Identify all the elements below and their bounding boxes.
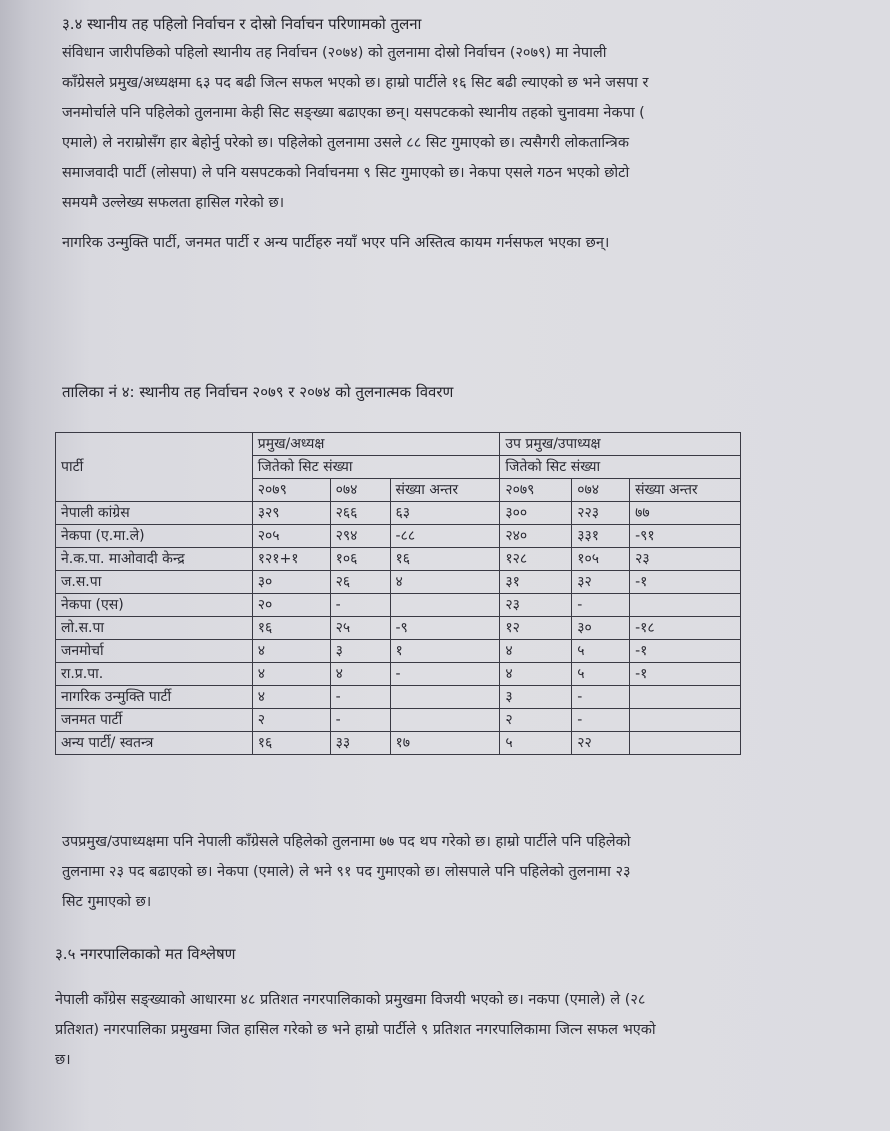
value-cell: २३ bbox=[500, 594, 572, 617]
table-row bbox=[56, 709, 741, 732]
value-cell: १६ bbox=[252, 617, 330, 640]
paragraph-line: नागरिक उन्मुक्ति पार्टी, जनमत पार्टी र अन्य पार्टीहरु नयाँ भएर पनि अस्तित्व कायम गर्नसफल भएका छन्। bbox=[62, 235, 610, 251]
column-header: संख्या अन्तर bbox=[390, 479, 500, 502]
table-row bbox=[56, 640, 741, 663]
paragraph-line: समयमै उल्लेख्य सफलता हासिल गरेको छ। bbox=[62, 195, 285, 211]
value-cell: -१ bbox=[630, 640, 741, 663]
party-name-cell: नेपाली कांग्रेस bbox=[56, 502, 253, 525]
table-row bbox=[56, 732, 741, 755]
value-cell: -९१ bbox=[630, 525, 741, 548]
value-cell: ३०० bbox=[500, 502, 572, 525]
value-cell: ४ bbox=[500, 640, 572, 663]
value-cell: -१ bbox=[630, 663, 741, 686]
party-name-cell: ने.क.पा. माओवादी केन्द्र bbox=[56, 548, 253, 571]
value-cell: ३० bbox=[252, 571, 330, 594]
paragraph-line: छ। bbox=[55, 1052, 71, 1068]
value-cell: ४ bbox=[252, 663, 330, 686]
value-cell: ५ bbox=[572, 663, 630, 686]
table-row bbox=[56, 686, 741, 709]
value-cell: -१ bbox=[630, 571, 741, 594]
table-row bbox=[56, 663, 741, 686]
column-header: २०७९ bbox=[252, 479, 330, 502]
value-cell: - bbox=[572, 709, 630, 732]
party-name-cell: ज.स.पा bbox=[56, 571, 253, 594]
column-header: संख्या अन्तर bbox=[630, 479, 741, 502]
value-cell: २ bbox=[252, 709, 330, 732]
value-cell: २ bbox=[500, 709, 572, 732]
paragraph-line: तुलनामा २३ पद बढाएको छ। नेकपा (एमाले) ले भने ९१ पद गुमाएको छ। लोसपाले पनि पहिलेको तुलनामा २३ bbox=[62, 864, 631, 880]
subgroup-header-deputy: जितेको सिट संख्या bbox=[500, 456, 741, 479]
section-3-4-paragraph-2 bbox=[62, 228, 862, 258]
paragraph-line: एमाले) ले नराम्रोसँग हार बेहोर्नु परेको छ। पहिलेको तुलनामा उसले ८८ सिट गुमाएको छ। त्यसैगरी लोकतान्त्रिक bbox=[62, 135, 629, 151]
table-header-row bbox=[56, 433, 741, 456]
party-name-cell: नेकपा (एस) bbox=[56, 594, 253, 617]
value-cell: - bbox=[330, 594, 390, 617]
value-cell: ३३१ bbox=[572, 525, 630, 548]
column-header: ०७४ bbox=[330, 479, 390, 502]
value-cell: - bbox=[390, 663, 500, 686]
comparison-table bbox=[55, 432, 741, 755]
value-cell: ६३ bbox=[390, 502, 500, 525]
value-cell: ४ bbox=[390, 571, 500, 594]
table-row bbox=[56, 617, 741, 640]
value-cell: २९४ bbox=[330, 525, 390, 548]
value-cell bbox=[630, 686, 741, 709]
value-cell bbox=[390, 709, 500, 732]
value-cell: १ bbox=[390, 640, 500, 663]
value-cell: १२१+१ bbox=[252, 548, 330, 571]
value-cell: २६ bbox=[330, 571, 390, 594]
value-cell: - bbox=[330, 686, 390, 709]
subgroup-header-mayor: जितेको सिट संख्या bbox=[252, 456, 500, 479]
party-column-header: पार्टी bbox=[56, 433, 253, 502]
value-cell: २६६ bbox=[330, 502, 390, 525]
column-header: ०७४ bbox=[572, 479, 630, 502]
table-body bbox=[56, 502, 741, 755]
value-cell: ३ bbox=[500, 686, 572, 709]
party-name-cell: जनमोर्चा bbox=[56, 640, 253, 663]
value-cell: - bbox=[330, 709, 390, 732]
value-cell: ३ bbox=[330, 640, 390, 663]
value-cell bbox=[630, 732, 741, 755]
paragraph-line: प्रतिशत) नगरपालिका प्रमुखमा जित हासिल गरेको छ भने हाम्रो पार्टीले ९ प्रतिशत नगरपालिकामा जित्न सफल भएको bbox=[55, 1022, 656, 1038]
section-3-5-paragraph bbox=[55, 985, 885, 1075]
section-3-4-paragraph-1 bbox=[62, 38, 862, 218]
paragraph-line: समाजवादी पार्टी (लोसपा) ले पनि यसपटकको निर्वाचनमा ९ सिट गुमाएको छ। नेकपा एसले गठन भएको छोटो bbox=[62, 165, 630, 181]
value-cell: २२३ bbox=[572, 502, 630, 525]
value-cell: ३० bbox=[572, 617, 630, 640]
value-cell: ५ bbox=[572, 640, 630, 663]
value-cell bbox=[390, 594, 500, 617]
value-cell: १२८ bbox=[500, 548, 572, 571]
paragraph-line: सिट गुमाएको छ। bbox=[62, 894, 152, 910]
paragraph-line: नेपाली काँग्रेस सङ्ख्याको आधारमा ४८ प्रतिशत नगरपालिकाको प्रमुखमा विजयी भएको छ। नकपा (एमाले) ले (२८ bbox=[55, 992, 646, 1008]
value-cell: २५ bbox=[330, 617, 390, 640]
group-header-deputy: उप प्रमुख/उपाध्यक्ष bbox=[500, 433, 741, 456]
value-cell bbox=[390, 686, 500, 709]
column-header: २०७९ bbox=[500, 479, 572, 502]
value-cell: - bbox=[572, 594, 630, 617]
value-cell: ७७ bbox=[630, 502, 741, 525]
value-cell: २० bbox=[252, 594, 330, 617]
value-cell: ४ bbox=[252, 640, 330, 663]
value-cell: ५ bbox=[500, 732, 572, 755]
paragraph-line: उपप्रमुख/उपाध्यक्षमा पनि नेपाली काँग्रेसले पहिलेको तुलनामा ७७ पद थप गरेको छ। हाम्रो पार्टीले पनि पहिलेको bbox=[62, 834, 631, 850]
table-caption: तालिका नं ४: स्थानीय तह निर्वाचन २०७९ र २०७४ को तुलनात्मक विवरण bbox=[62, 383, 454, 401]
value-cell: १६ bbox=[252, 732, 330, 755]
value-cell: -८८ bbox=[390, 525, 500, 548]
value-cell: २२ bbox=[572, 732, 630, 755]
value-cell: १२ bbox=[500, 617, 572, 640]
value-cell: १०५ bbox=[572, 548, 630, 571]
paragraph-line: जनमोर्चाले पनि पहिलेको तुलनामा केही सिट सङ्ख्या बढाएका छन्। यसपटकको स्थानीय तहको चुनावमा नेकपा ( bbox=[62, 105, 645, 121]
group-header-mayor: प्रमुख/अध्यक्ष bbox=[252, 433, 500, 456]
paragraph-line: संविधान जारीपछिको पहिलो स्थानीय तह निर्वाचन (२०७४) को तुलनामा दोस्रो निर्वाचन (२०७९) मा नेपाली bbox=[62, 45, 607, 61]
table-row bbox=[56, 571, 741, 594]
value-cell: २४० bbox=[500, 525, 572, 548]
section-3-4-heading: ३.४ स्थानीय तह पहिलो निर्वाचन र दोस्रो निर्वाचन परिणामको तुलना bbox=[62, 15, 422, 33]
party-name-cell: नागरिक उन्मुक्ति पार्टी bbox=[56, 686, 253, 709]
value-cell bbox=[630, 709, 741, 732]
table-row bbox=[56, 548, 741, 571]
value-cell: -१८ bbox=[630, 617, 741, 640]
table-row bbox=[56, 525, 741, 548]
section-3-5-heading: ३.५ नगरपालिकाको मत विश्लेषण bbox=[55, 945, 236, 963]
party-name-cell: नेकपा (ए.मा.ले) bbox=[56, 525, 253, 548]
value-cell: ४ bbox=[330, 663, 390, 686]
party-name-cell: लो.स.पा bbox=[56, 617, 253, 640]
value-cell: ४ bbox=[252, 686, 330, 709]
value-cell: १७ bbox=[390, 732, 500, 755]
value-cell: ३२९ bbox=[252, 502, 330, 525]
table-row bbox=[56, 502, 741, 525]
after-table-paragraph bbox=[62, 827, 882, 917]
value-cell: - bbox=[572, 686, 630, 709]
value-cell: ४ bbox=[500, 663, 572, 686]
value-cell: ३२ bbox=[572, 571, 630, 594]
paragraph-line: काँग्रेसले प्रमुख/अध्यक्षमा ६३ पद बढी जित्न सफल भएको छ। हाम्रो पार्टीले १६ सिट बढी ल्याएको छ भने जसपा र bbox=[62, 75, 649, 91]
value-cell: १६ bbox=[390, 548, 500, 571]
party-name-cell: जनमत पार्टी bbox=[56, 709, 253, 732]
value-cell: २३ bbox=[630, 548, 741, 571]
value-cell: ३१ bbox=[500, 571, 572, 594]
value-cell: १०६ bbox=[330, 548, 390, 571]
value-cell: -९ bbox=[390, 617, 500, 640]
party-name-cell: अन्य पार्टी/ स्वतन्त्र bbox=[56, 732, 253, 755]
party-name-cell: रा.प्र.पा. bbox=[56, 663, 253, 686]
table-row bbox=[56, 594, 741, 617]
value-cell: २०५ bbox=[252, 525, 330, 548]
value-cell bbox=[630, 594, 741, 617]
value-cell: ३३ bbox=[330, 732, 390, 755]
